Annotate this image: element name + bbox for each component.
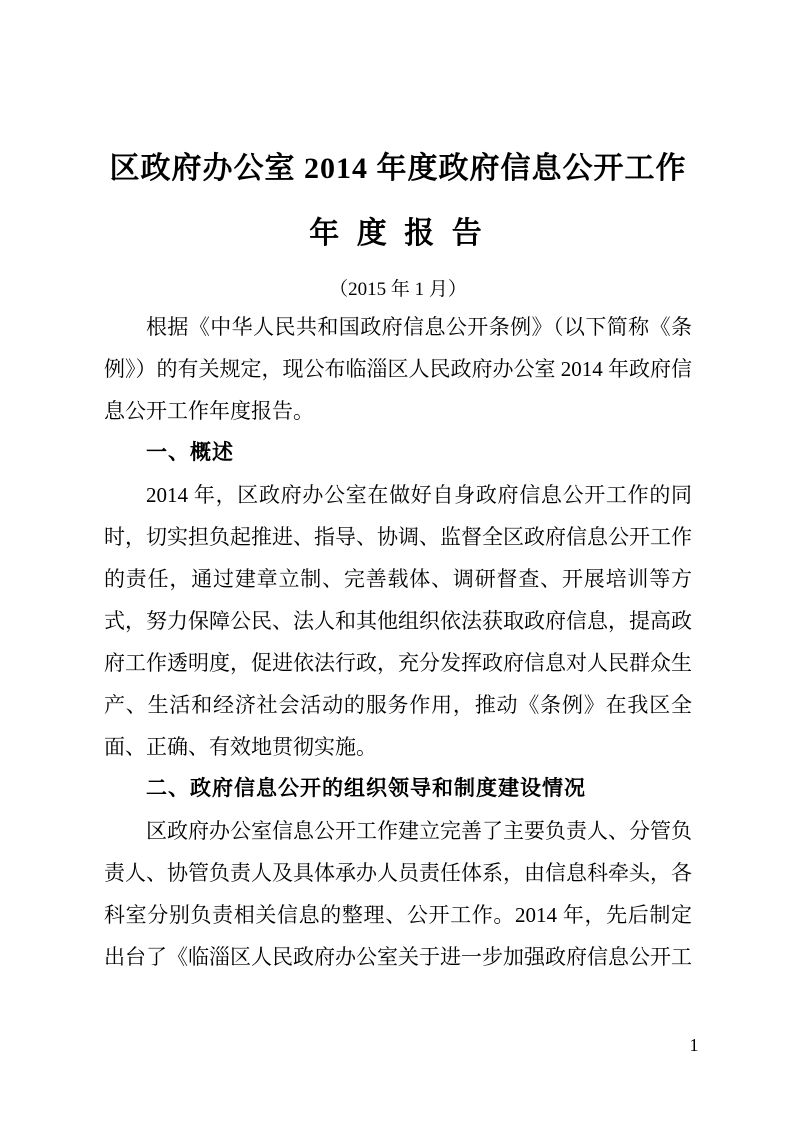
- section-heading-overview: 一、概述: [146, 441, 234, 464]
- page-title-line2: 年 度 报 告: [309, 217, 487, 250]
- overview-paragraph: 2014 年，区政府办公室在做好自身政府信息公开工作的同时，切实担负起推进、指导、协调、监督全区政府信息公开工作的责任，通过建章立制、完善载体、调研督查、开展培训等方式，努力保障公民、法人和其他组织依法获取政府信息，提高政府工作透明度，促进依法行政，充分发挥政府信息对人民群众生产、生活和经济社会活动的服务作用，推动《条例》在我区全面、正确、有效地贯彻实施。: [104, 483, 692, 759]
- section-heading-organization: 二、政府信息公开的组织领导和制度建设情况: [146, 777, 586, 800]
- document-content: [104, 150, 692, 978]
- page-number: 1: [689, 1035, 699, 1055]
- page-title-line1: 区政府办公室 2014 年度政府信息公开工作: [109, 152, 687, 185]
- date-line: （2015 年 1 月）: [329, 279, 467, 300]
- organization-paragraph: 区政府办公室信息公开工作建立完善了主要负责人、分管负责人、协管负责人及具体承办人员责任体系，由信息科牵头，各科室分别负责相关信息的整理、公开工作。2014 年，先后制定出台了《临淄区人民政府办公室关于进一步加强政府信息公开工: [104, 819, 692, 969]
- intro-paragraph: 根据《中华人民共和国政府信息公开条例》（以下简称《条例》）的有关规定，现公布临淄区人民政府办公室 2014 年政府信息公开工作年度报告。: [104, 315, 692, 423]
- document-body: [104, 306, 692, 978]
